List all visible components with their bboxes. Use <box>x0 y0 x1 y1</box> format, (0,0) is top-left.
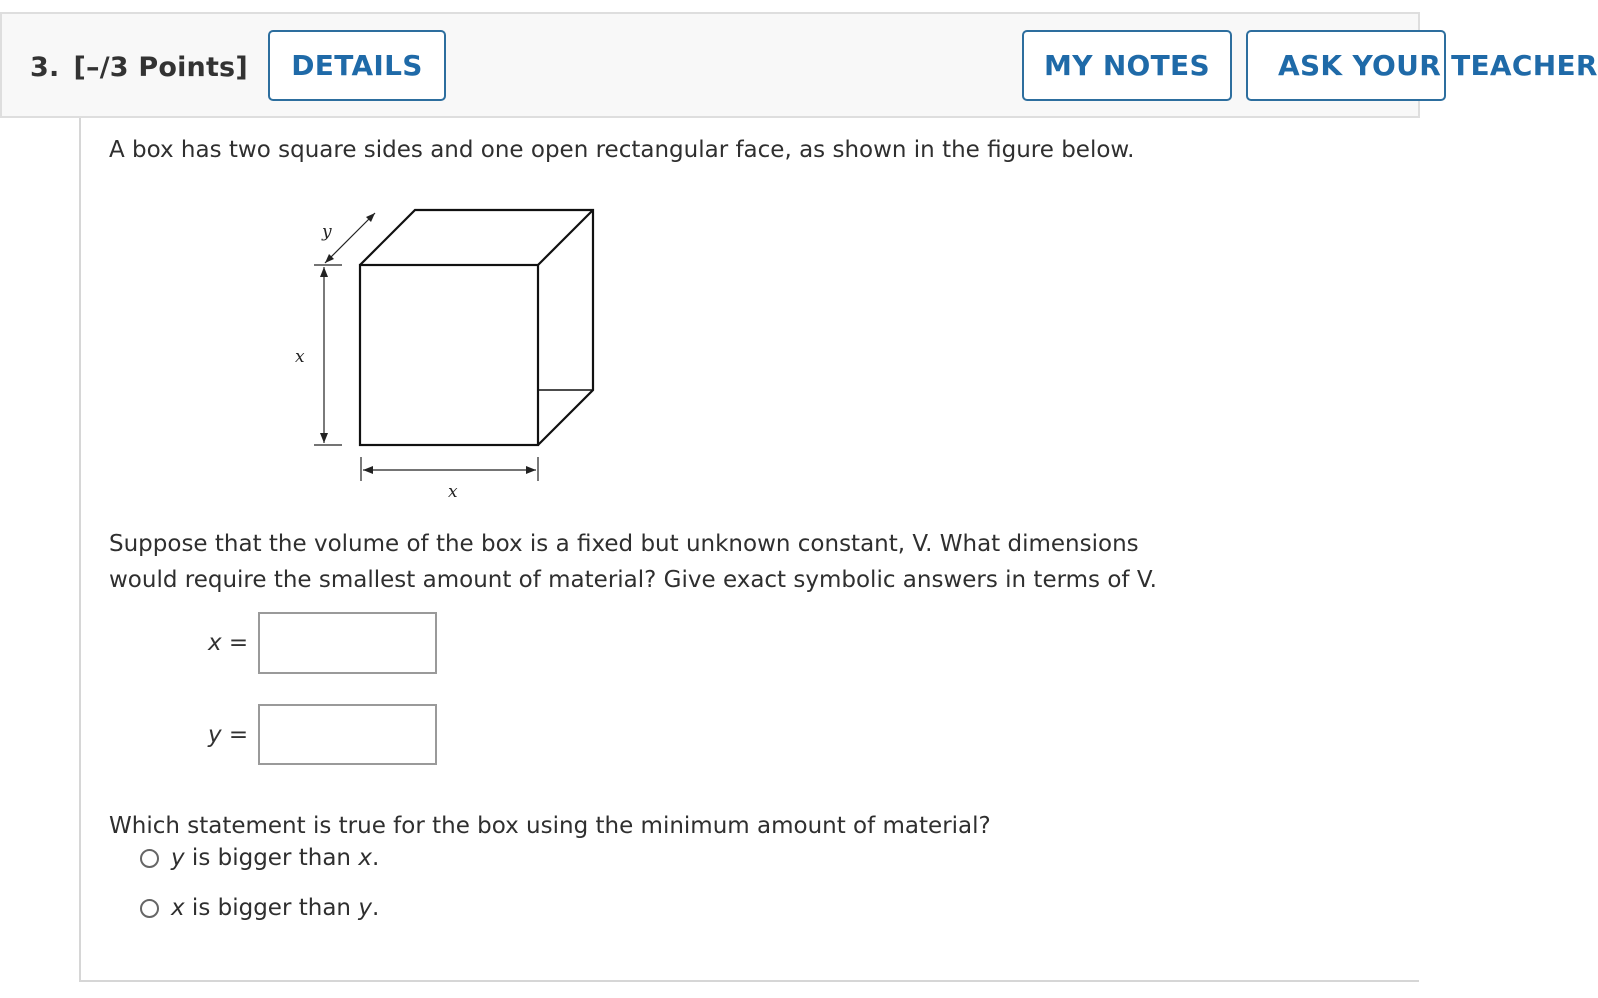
y-answer-input[interactable] <box>258 704 437 765</box>
bottom-arrow-head-right <box>526 466 536 474</box>
question-title <box>30 52 248 83</box>
x-answer-input[interactable] <box>258 612 437 674</box>
statement-question: Which statement is true for the box using the minimum amount of material? <box>109 813 991 839</box>
ask-teacher-button[interactable]: ASK YOUR TEACHER <box>1246 30 1446 101</box>
option-text: x is bigger than y. <box>171 895 380 921</box>
figure-label-x-left: x <box>295 347 305 367</box>
left-arrow-head-bottom <box>320 433 328 443</box>
box-figure <box>270 195 610 515</box>
y-dimension-line <box>325 213 375 263</box>
question-prompt-line1: Suppose that the volume of the box is a fixed but unknown constant, V. What dimensions <box>109 531 1139 557</box>
y-answer-label: y = <box>208 722 249 748</box>
radio-button[interactable] <box>140 899 159 918</box>
option-x-bigger[interactable] <box>140 895 379 921</box>
figure-label-x-bottom: x <box>448 482 458 502</box>
my-notes-button[interactable]: MY NOTES <box>1022 30 1232 101</box>
x-answer-label: x = <box>208 630 249 656</box>
details-button[interactable]: DETAILS <box>268 30 446 101</box>
question-number: 3. <box>30 52 60 83</box>
box-front-face <box>360 265 538 445</box>
option-y-bigger[interactable] <box>140 845 379 871</box>
option-text: y is bigger than x. <box>171 845 380 871</box>
radio-button[interactable] <box>140 849 159 868</box>
figure-label-y: y <box>322 222 332 242</box>
bottom-arrow-head-left <box>363 466 373 474</box>
question-points: [–/3 Points] <box>73 52 248 83</box>
question-prompt-line2: would require the smallest amount of material? Give exact symbolic answers in terms of V. <box>109 567 1157 593</box>
question-intro: A box has two square sides and one open rectangular face, as shown in the figure below. <box>109 137 1135 163</box>
box-top-right-edge <box>538 210 593 265</box>
left-arrow-head-top <box>320 267 328 277</box>
